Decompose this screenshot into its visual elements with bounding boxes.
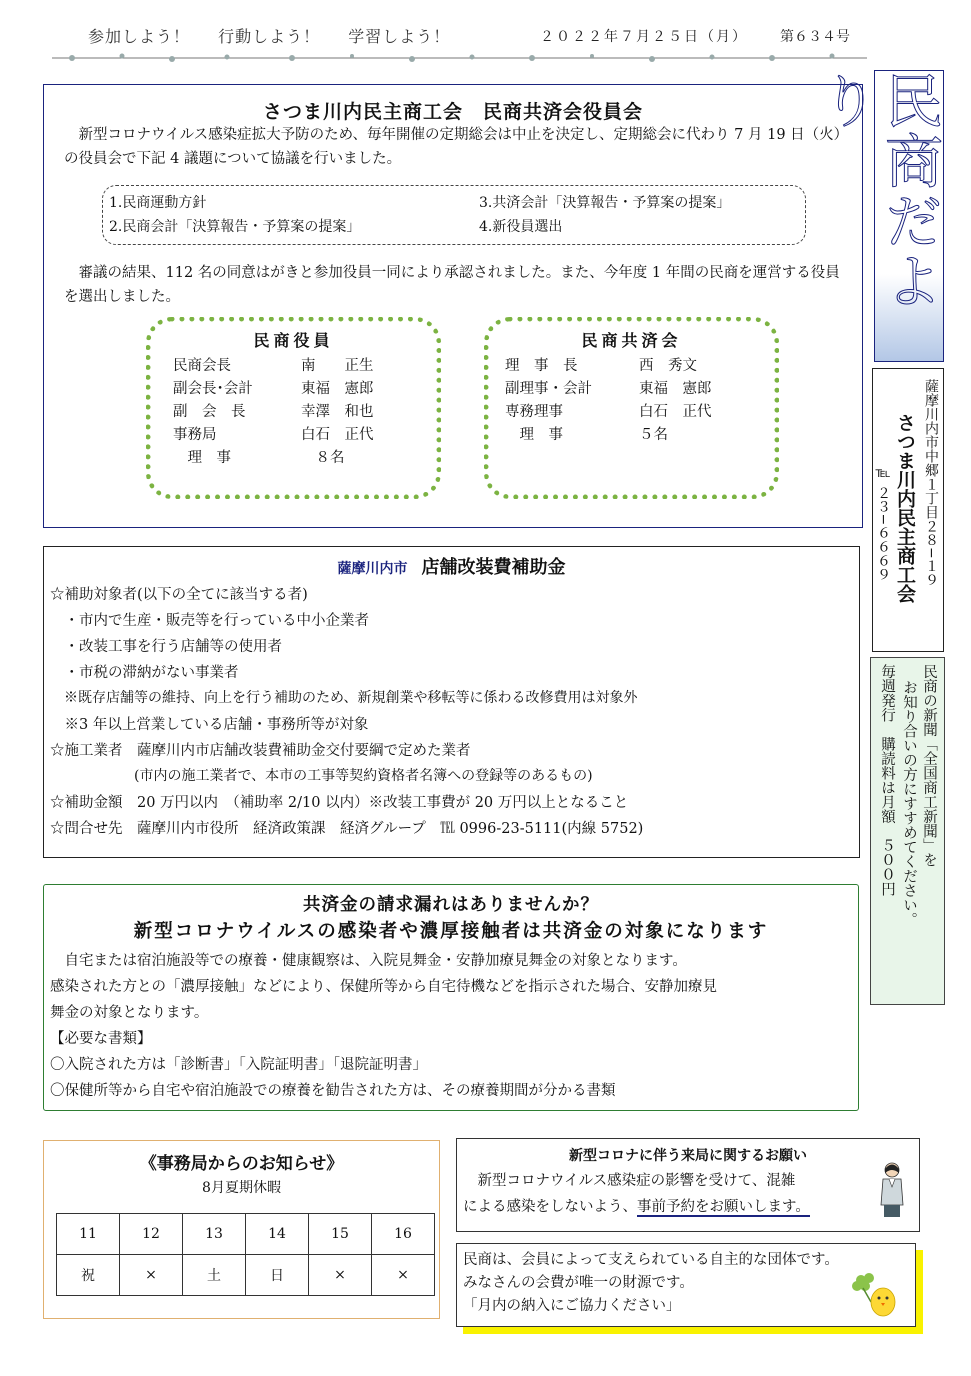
officer-role: 理 事 xyxy=(173,450,231,466)
officer-name: 東福 憲郎 xyxy=(639,381,712,397)
calendar-day: 14 xyxy=(246,1214,309,1255)
calendar-day: 16 xyxy=(372,1214,435,1255)
newspaper-ad-line2: お知り合いの方にすすめてください。 xyxy=(901,680,917,927)
slogan-2: 行動しよう！ xyxy=(218,27,321,46)
subsidy-line: ※3 年以上営業している店舗・事務所等が対象 xyxy=(50,717,369,733)
minsho-officers-box xyxy=(146,317,441,499)
header-floral-rule xyxy=(52,50,867,66)
subsidy-title xyxy=(44,553,859,579)
officer-name: 東福 憲郎 xyxy=(301,381,374,397)
officer-role: 副 会 長 xyxy=(173,404,246,420)
newspaper-ad-line1: 民商の新聞「全国商工新聞」を xyxy=(921,664,937,867)
officer-name: 南 正生 xyxy=(301,358,374,374)
issue-number: 第６３４号 xyxy=(780,29,850,45)
office-notice-subtitle: 8月夏期休暇 xyxy=(202,1180,281,1196)
kyosai-claim-line: 〇入院された方は「診断書」「入院証明書」「退院証明書」 xyxy=(50,1057,427,1073)
officer-name: 白石 正代 xyxy=(639,404,712,420)
subsidy-line: ・市内で生産・販売等を行っている中小企業者 xyxy=(50,613,369,629)
office-notice xyxy=(43,1140,440,1319)
newspaper-ad-box xyxy=(870,657,945,1005)
org-info-box xyxy=(872,368,944,652)
covid-request-title: 新型コロナに伴う来局に関するお願い xyxy=(569,1148,807,1164)
calendar-day: 11 xyxy=(57,1214,120,1255)
org-tel: ℡ ２３−６６６９ xyxy=(875,465,891,582)
org-name: さつま川内民主商工会 xyxy=(894,413,916,603)
officer-name: 西 秀文 xyxy=(639,358,697,374)
office-notice-title: 《事務局からのお知らせ》 xyxy=(139,1154,344,1174)
issue-date: ２０２２年７月２５日（月） xyxy=(540,29,748,45)
officer-role: 副会長･会計 xyxy=(173,381,253,397)
covid-request-emphasis: 事前予約をお願いします。 xyxy=(637,1199,810,1215)
dues-line2: みなさんの会費が唯一の財源です。 xyxy=(463,1275,694,1291)
kyosai-meeting-intro: 新型コロナウイルス感染症拡大予防のため、毎年開催の定期総会は中止を決定し、定期総会に代わり 7 月 19 日（火）の役員会で下記 4 議題について協議を行いました。 xyxy=(64,127,849,167)
kyosai-claim-line: 舞金の対象となります。 xyxy=(50,1005,209,1021)
minsho-officers-heading: 民商役員 xyxy=(253,331,334,350)
officer-role: 専務理事 xyxy=(505,404,563,420)
kyosai-claim-line: 〇保健所等から自宅や宿泊施設での療養を勧告された方は、その療養期間が分かる書類 xyxy=(50,1083,616,1099)
calendar-mark: 祝 xyxy=(57,1255,120,1296)
dues-line1: 民商は、会員によって支えられている自主的な団体です。 xyxy=(463,1252,839,1268)
officer-name: ５名 xyxy=(639,427,668,443)
officer-role: 副理事・会計 xyxy=(505,381,592,397)
subsidy-line: ☆問合せ先 薩摩川内市役所 経済政策課 経済グループ ℡ 0996-23-5111(内線 5752) xyxy=(50,821,644,837)
chick-clover-illustration xyxy=(851,1268,901,1320)
subsidy-line: ☆施工業者 薩摩川内市店舗改装費補助金交付要綱で定めた業者 xyxy=(50,743,471,759)
calendar-mark: × xyxy=(120,1255,183,1296)
subsidy-line: ☆補助対象者(以下の全てに該当する者) xyxy=(50,587,308,603)
kyosai-claim-subtitle: 新型コロナウイルスの感染者や濃厚接触者は共済金の対象になります xyxy=(133,921,769,942)
header-slogans xyxy=(88,24,472,47)
dues-line3: 「月内の納入にご協力ください」 xyxy=(463,1298,681,1314)
kyosai-meeting-article xyxy=(43,84,863,528)
kyosai-claim-line: 感染された方との「濃厚接触」などにより、保健所等から自宅待機などを指示された場合、安静加療見 xyxy=(50,979,717,995)
masthead-title: 民商だより xyxy=(811,71,943,311)
newspaper-ad-line3: 毎週発行 購読料は月額 ５００円 xyxy=(879,664,895,896)
officer-name: 幸澤 和也 xyxy=(301,404,374,420)
officer-role: 理 事 長 xyxy=(505,358,578,374)
calendar-days-row xyxy=(57,1214,435,1255)
kyosai-meeting-result: 審議の結果、112 名の同意はがきと参加役員一同により承認されました。また、今年度 1 年間の民商を運営する役員を選出しました。 xyxy=(64,265,840,305)
subsidy-line: ☆補助金額 20 万円以内 （補助率 2/10 以内）※改装工事費が 20 万円以上となること xyxy=(50,795,629,811)
agenda-item: 3.共済会計「決算報告・予算案の提案」 xyxy=(479,195,731,211)
masthead xyxy=(811,70,944,362)
kyosai-claim-line: 【必要な書類】 xyxy=(50,1031,152,1047)
calendar-mark: 日 xyxy=(246,1255,309,1296)
officer-role: 事務局 xyxy=(173,427,217,443)
subsidy-article xyxy=(43,546,860,858)
calendar-day: 12 xyxy=(120,1214,183,1255)
calendar-mark: × xyxy=(309,1255,372,1296)
calendar-day: 13 xyxy=(183,1214,246,1255)
agenda-item: 1.民商運動方針 xyxy=(109,195,207,211)
agenda-item: 4.新役員選出 xyxy=(479,219,563,235)
kyosai-meeting-title: さつま川内民主商工会 民商共済会役員会 xyxy=(262,101,643,123)
calendar-mark: 土 xyxy=(183,1255,246,1296)
subsidy-line: ※既存店舗等の維持、向上を行う補助のため、新規創業や移転等に係わる改修費用は対象外 xyxy=(50,690,638,706)
officer-name: ８名 xyxy=(301,450,345,466)
covid-request-line1: 新型コロナウイルス感染症の影響を受けて、混雑 xyxy=(463,1173,796,1189)
covid-request-line2 xyxy=(463,1195,810,1216)
calendar-day: 15 xyxy=(309,1214,372,1255)
subsidy-line: ・改装工事を行う店舗等の使用者 xyxy=(50,639,282,655)
officer-role: 理 事 xyxy=(505,427,563,443)
calendar-mark: × xyxy=(372,1255,435,1296)
kyosai-officers-box xyxy=(484,317,779,499)
org-address: 薩摩川内市中郷１丁目２８−１９ xyxy=(923,379,939,587)
slogan-1: 参加しよう！ xyxy=(88,27,191,46)
covid-request-line2-lead: による感染をしないよう、 xyxy=(463,1199,637,1215)
receptionist-illustration xyxy=(877,1161,907,1221)
agenda-item: 2.民商会計「決算報告・予算案の提案」 xyxy=(109,219,361,235)
kyosai-claim-line: 自宅または宿泊施設等での療養・健康観察は、入院見舞金・安静加療見舞金の対象となります。 xyxy=(50,953,687,969)
subsidy-line: ・市税の滞納がない事業者 xyxy=(50,665,239,681)
subsidy-line: (市内の施工業者で、本市の工事等契約資格者名簿への登録等のあるもの) xyxy=(50,768,593,784)
holiday-calendar xyxy=(56,1213,435,1296)
officer-role: 民商会長 xyxy=(173,358,231,374)
calendar-marks-row xyxy=(57,1255,435,1296)
dues-notice xyxy=(456,1243,916,1327)
officer-name: 白石 正代 xyxy=(301,427,374,443)
agenda-list xyxy=(102,185,806,245)
covid-request-notice xyxy=(456,1138,920,1232)
slogan-3: 学習しよう！ xyxy=(348,27,451,46)
subsidy-city: 薩摩川内市 xyxy=(337,561,408,577)
kyosai-claim-article xyxy=(43,884,859,1111)
subsidy-heading: 店舗改装費補助金 xyxy=(421,557,566,578)
kyosai-officers-heading: 民商共済会 xyxy=(581,331,682,350)
kyosai-claim-title: 共済金の請求漏れはありませんか？ xyxy=(303,895,599,915)
